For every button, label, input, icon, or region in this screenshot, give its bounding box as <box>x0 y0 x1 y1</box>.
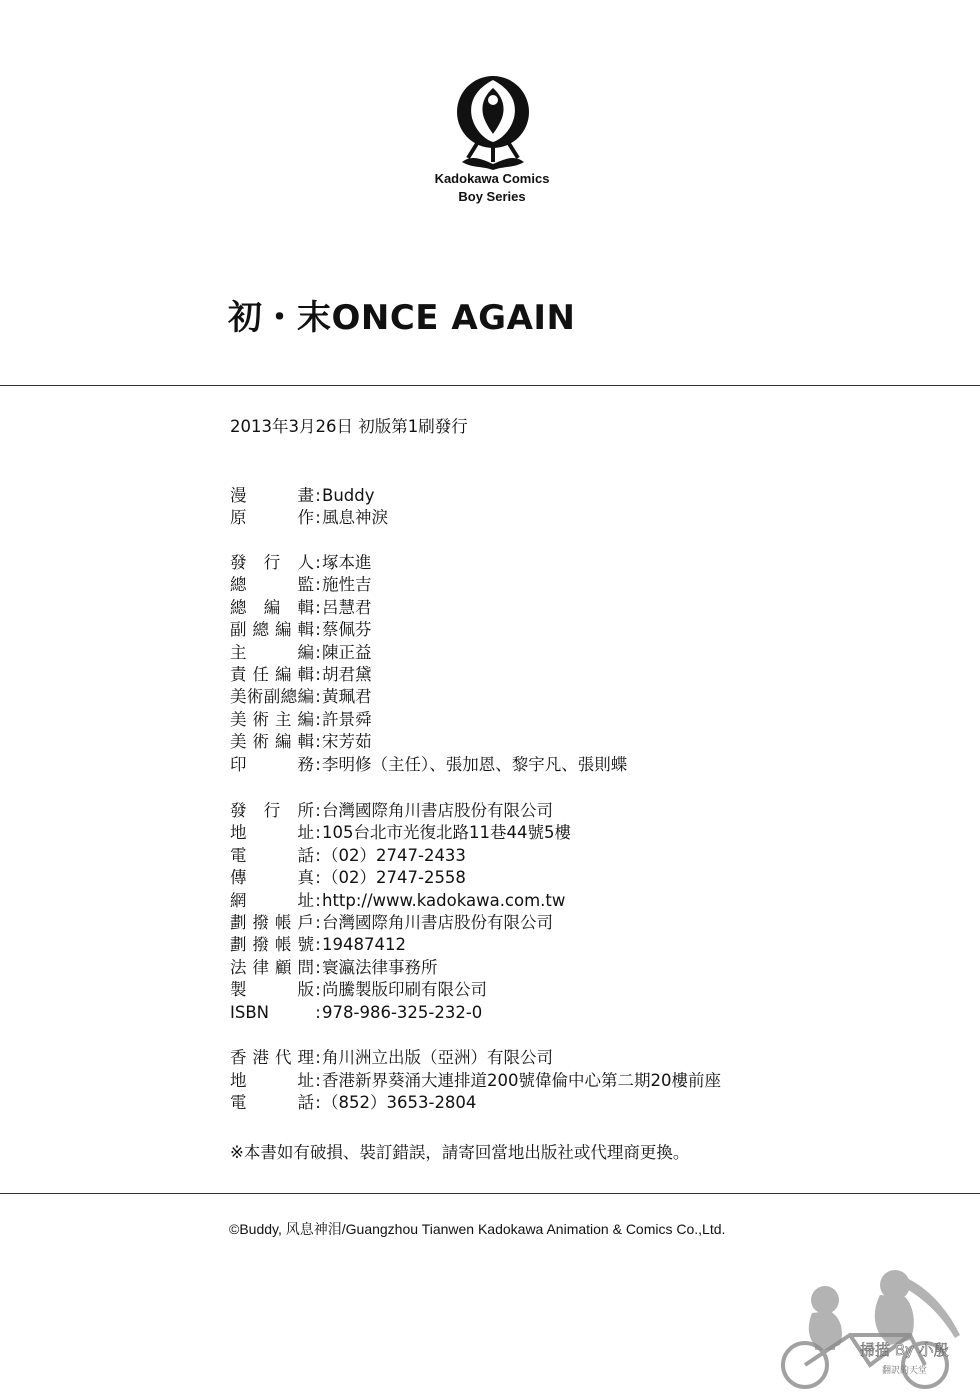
row-value: 呂慧君 <box>322 597 372 617</box>
publisher-row: 地址:105台北市光復北路11巷44號5樓 <box>230 823 571 843</box>
row-value: 胡君黛 <box>322 665 372 684</box>
row-value: 蔡佩芬 <box>322 620 372 640</box>
row-label: 香港代理 <box>230 1048 314 1067</box>
row-label: 劃撥帳號 <box>230 935 314 955</box>
series-line-1: Kadokawa Comics <box>434 171 550 186</box>
series-line-2: Boy Series <box>458 189 526 204</box>
staff-row: 美術主編:許景舜 <box>230 709 372 729</box>
row-label: 發行人 <box>230 553 314 572</box>
row-label: 發行所 <box>230 801 314 820</box>
hk-row: 地址:香港新界葵涌大連排道200號偉倫中心第二期20樓前座 <box>230 1070 721 1090</box>
row-value: 香港新界葵涌大連排道200號偉倫中心第二期20樓前座 <box>322 1070 721 1090</box>
staff-row: 總編輯:呂慧君 <box>230 597 372 617</box>
divider-bottom <box>0 1193 980 1194</box>
hk-row: 電話:（852）3653-2804 <box>230 1093 477 1112</box>
row-label: 總編輯 <box>230 597 314 617</box>
row-label: ISBN <box>230 1002 270 1022</box>
staff-row: 印務:李明修（主任）、張加恩、黎宇凡、張則蝶 <box>230 754 628 774</box>
publisher-row: 發行所:台灣國際角川書店股份有限公司 <box>230 801 553 820</box>
row-label: 電話 <box>230 1093 314 1112</box>
staff-row: 責任編輯:胡君黛 <box>230 665 372 684</box>
publisher-row: 法律顧問:寰瀛法律事務所 <box>230 957 438 977</box>
staff-row: 美術副總編:黃珮君 <box>230 687 372 707</box>
divider-top <box>0 385 980 386</box>
row-label: 美術編輯 <box>230 732 314 752</box>
row-label: 電話 <box>230 845 314 865</box>
row-label: 製版 <box>230 980 314 1000</box>
row-label: 主編 <box>230 642 314 662</box>
row-label: 總監 <box>230 575 314 595</box>
row-label: 責任編輯 <box>230 665 314 684</box>
row-value: 宋芳茹 <box>322 732 372 752</box>
row-label: 網址 <box>230 890 314 910</box>
row-label: 副總編輯 <box>230 620 314 640</box>
credit-row: 原作:風息神淚 <box>230 508 388 527</box>
row-label: 法律顧問 <box>230 957 314 977</box>
row-label: 美術副總編 <box>230 687 314 707</box>
row-value: 許景舜 <box>322 709 372 729</box>
row-value: 風息神淚 <box>322 508 388 527</box>
row-label: 漫畫 <box>230 486 314 505</box>
row-value: 105台北市光復北路11巷44號5樓 <box>322 823 571 843</box>
publisher-row: 電話:（02）2747-2433 <box>230 845 466 865</box>
website-link[interactable]: http://www.kadokawa.com.tw <box>322 890 566 910</box>
row-value: Buddy <box>322 486 375 505</box>
row-label: 地址 <box>230 823 314 843</box>
row-value: 19487412 <box>322 935 406 955</box>
row-label: 美術主編 <box>230 709 314 729</box>
row-value: 黃珮君 <box>322 687 372 707</box>
publisher-row: 傳真:（02）2747-2558 <box>230 868 466 888</box>
edition-date: 2013年3月26日 初版第1刷發行 <box>230 417 468 436</box>
row-value: 陳正益 <box>322 642 372 662</box>
row-value: 李明修（主任）、張加恩、黎宇凡、張則蝶 <box>322 754 628 774</box>
staff-row: 主編:陳正益 <box>230 642 372 662</box>
publisher-row: 劃撥帳號:19487412 <box>230 935 406 955</box>
isbn-value: 978-986-325-232-0 <box>322 1002 483 1022</box>
scanner-sub: 翻訳的天堂 <box>882 1366 928 1376</box>
row-value: （02）2747-2558 <box>322 868 466 888</box>
staff-row: 美術編輯:宋芳茹 <box>230 732 372 752</box>
credit-row: 漫畫:Buddy <box>230 486 375 505</box>
row-value: 尚騰製版印刷有限公司 <box>322 980 487 1000</box>
row-label: 劃撥帳戶 <box>230 913 314 932</box>
row-value: 台灣國際角川書店股份有限公司 <box>322 801 553 820</box>
row-value: 施性吉 <box>322 575 372 595</box>
bicycle-riders-icon <box>760 1205 975 1390</box>
publisher-row: 網址:http://www.kadokawa.com.tw <box>230 890 566 910</box>
publisher-row: 劃撥帳戶:台灣國際角川書店股份有限公司 <box>230 913 553 932</box>
row-value: （852）3653-2804 <box>322 1093 477 1112</box>
row-value: 角川洲立出版（亞洲）有限公司 <box>322 1048 553 1067</box>
row-label: 傳真 <box>230 868 314 888</box>
publisher-row: 製版:尚騰製版印刷有限公司 <box>230 980 487 1000</box>
row-label: 地址 <box>230 1070 314 1090</box>
copyright-line: ©Buddy, 风息神泪/Guangzhou Tianwen Kadokawa Animation & Comics Co.,Ltd. <box>229 1221 726 1237</box>
row-value: （02）2747-2433 <box>322 845 466 865</box>
scanner-credit: 掃描 By 小殷 <box>860 1341 949 1359</box>
publisher-row: ISBN :978-986-325-232-0 <box>230 1002 483 1022</box>
row-label: 印務 <box>230 754 314 774</box>
row-value: 台灣國際角川書店股份有限公司 <box>322 913 553 932</box>
phoenix-emblem-icon <box>448 70 538 180</box>
book-title: 初・末ONCE AGAIN <box>228 298 576 338</box>
row-label: 原作 <box>230 508 314 527</box>
row-value: 塚本進 <box>322 553 372 572</box>
staff-row: 發行人:塚本進 <box>230 553 372 572</box>
row-value: 寰瀛法律事務所 <box>322 957 438 977</box>
hk-row: 香港代理:角川洲立出版（亞洲）有限公司 <box>230 1048 553 1067</box>
staff-row: 總監:施性吉 <box>230 575 372 595</box>
replacement-note: ※本書如有破損、裝訂錯誤，請寄回當地出版社或代理商更換。 <box>230 1143 690 1162</box>
staff-row: 副總編輯:蔡佩芬 <box>230 620 372 640</box>
